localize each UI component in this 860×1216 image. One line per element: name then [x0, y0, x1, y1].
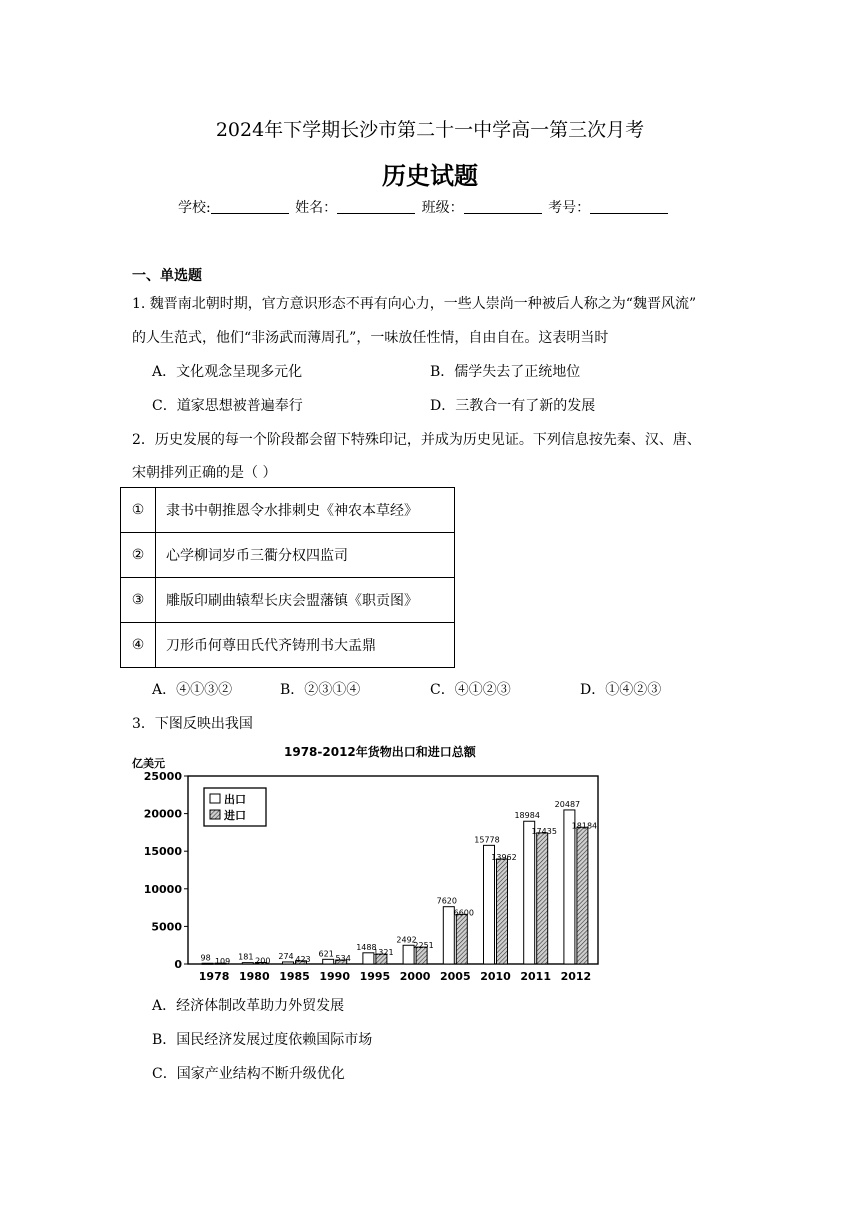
- chart-title: 1978-2012年货物出口和进口总额: [284, 745, 476, 759]
- table-row: [121, 488, 455, 533]
- q1-option-c[interactable]: C．道家思想被普遍奉行: [152, 398, 303, 414]
- q3-option-c[interactable]: C．国家产业结构不断升级优化: [152, 1066, 345, 1082]
- exam-title: 2024年下学期长沙市第二十一中学高一第三次月考: [215, 119, 645, 141]
- y-tick-label: 25000: [143, 770, 182, 783]
- import-data-label: 6600: [453, 908, 474, 918]
- export-data-label: 274: [278, 951, 294, 961]
- import-bar: [456, 914, 467, 964]
- q3-option-a[interactable]: A．经济体制改革助力外贸发展: [152, 998, 345, 1014]
- x-tick-label: 2010: [480, 970, 511, 983]
- import-data-label: 200: [255, 956, 271, 966]
- q2-option-c[interactable]: C．④①②③: [430, 682, 511, 698]
- q1-stem-line2: 的人生范式，他们“非汤武而薄周孔”，一味放任性情，自由自在。这表明当时: [132, 330, 609, 346]
- exam-number-label: 考号：: [548, 200, 591, 216]
- import-data-label: 1321: [373, 948, 394, 958]
- y-tick-label: 0: [174, 958, 182, 971]
- x-tick-label: 1980: [238, 970, 270, 983]
- export-bar: [524, 821, 535, 964]
- table-row: [121, 533, 455, 578]
- name-blank[interactable]: [337, 199, 415, 214]
- q2-option-d[interactable]: D．①④②③: [580, 682, 662, 698]
- import-data-label: 109: [214, 957, 231, 967]
- q1-option-a[interactable]: A．文化观念呈现多元化: [152, 364, 303, 380]
- table-row: [121, 623, 455, 668]
- school-blank[interactable]: [211, 199, 289, 214]
- paper-subject-title: 历史试题: [382, 162, 478, 190]
- export-data-label: 20487: [554, 799, 581, 809]
- import-data-label: 13962: [491, 853, 517, 863]
- q2-option-a[interactable]: A．④①③②: [152, 682, 233, 698]
- import-data-label: 423: [295, 954, 311, 964]
- exam-number-blank[interactable]: [590, 199, 668, 214]
- export-data-label: 2492: [396, 935, 417, 945]
- export-data-label: 621: [318, 949, 334, 959]
- table-row: [121, 578, 455, 623]
- school-label: 学校:: [178, 200, 211, 216]
- y-tick-label: 10000: [143, 882, 182, 896]
- row-number: ④: [121, 623, 156, 668]
- y-tick-label: 20000: [143, 807, 182, 821]
- x-tick-label: 1985: [279, 970, 310, 983]
- trade-bar-chart: [128, 740, 608, 990]
- legend-swatch-export: [210, 794, 220, 803]
- class-label: 班级：: [421, 200, 464, 216]
- y-tick-label: 5000: [151, 920, 182, 934]
- name-label: 姓名：: [295, 200, 338, 216]
- legend: [204, 788, 266, 826]
- x-tick-label: 1978: [198, 970, 230, 983]
- row-text: 隶书中朝推恩令水排刺史《神农本草经》: [156, 488, 455, 533]
- row-text: 刀形币何尊田氏代齐铸刑书大盂鼎: [156, 623, 455, 668]
- x-tick-label: 2005: [439, 970, 471, 983]
- export-bar: [323, 959, 334, 964]
- export-data-label: 15778: [474, 835, 500, 845]
- q2-stem-line2: 宋朝排列正确的是（ ）: [132, 465, 277, 481]
- y-axis-label: 亿美元: [132, 757, 165, 770]
- row-text: 雕版印刷曲辕犁长庆会盟藩镇《职贡图》: [156, 578, 455, 623]
- export-data-label: 7620: [436, 896, 457, 906]
- x-tick-label: 1995: [359, 970, 391, 983]
- legend-label-import: 进口: [224, 809, 246, 822]
- legend-label-export: 出口: [224, 793, 246, 806]
- export-data-label: 18984: [514, 811, 540, 821]
- section-heading: 一、单选题: [132, 268, 202, 284]
- export-bar: [242, 963, 253, 964]
- import-bar: [577, 827, 588, 964]
- export-data-label: 98: [200, 953, 211, 963]
- y-tick-label: 15000: [143, 845, 182, 859]
- q1-option-d[interactable]: D．三教合一有了新的发展: [430, 398, 596, 414]
- legend-swatch-import: [210, 810, 220, 819]
- import-data-label: 18184: [571, 821, 598, 831]
- q3-option-b[interactable]: B．国民经济发展过度依赖国际市场: [152, 1032, 373, 1048]
- row-text: 心学柳词岁币三衢分权四监司: [156, 533, 455, 578]
- export-data-label: 1488: [356, 942, 377, 952]
- student-info-line: [178, 197, 670, 217]
- q3-stem: 3．下图反映出我国: [132, 716, 253, 732]
- q1-option-b[interactable]: B．儒学失去了正统地位: [430, 364, 581, 380]
- export-bar: [484, 845, 495, 964]
- import-data-label: 2251: [413, 941, 434, 951]
- export-bar: [283, 962, 294, 964]
- class-blank[interactable]: [464, 199, 542, 214]
- row-number: ②: [121, 533, 156, 578]
- import-data-label: 17435: [531, 826, 557, 836]
- q1-stem-line1: 1. 魏晋南北朝时期，官方意识形态不再有向心力，一些人崇尚一种被后人称之为“魏晋风流”: [132, 296, 697, 312]
- x-tick-label: 2000: [399, 970, 431, 983]
- x-tick-label: 1990: [319, 970, 351, 983]
- export-bar: [564, 810, 575, 964]
- import-bar: [497, 859, 508, 964]
- export-bar: [202, 963, 213, 964]
- export-data-label: 181: [238, 952, 254, 962]
- x-tick-label: 2011: [520, 970, 552, 983]
- q2-option-b[interactable]: B．②③①④: [280, 682, 361, 698]
- q2-stem-line1: 2．历史发展的每一个阶段都会留下特殊印记，并成为历史见证。下列信息按先秦、汉、唐、: [132, 432, 701, 448]
- row-number: ①: [121, 488, 156, 533]
- import-data-label: 534: [335, 953, 351, 963]
- import-bar: [537, 833, 548, 964]
- row-number: ③: [121, 578, 156, 623]
- x-tick-label: 2012: [560, 970, 592, 983]
- q2-info-table: [120, 487, 455, 668]
